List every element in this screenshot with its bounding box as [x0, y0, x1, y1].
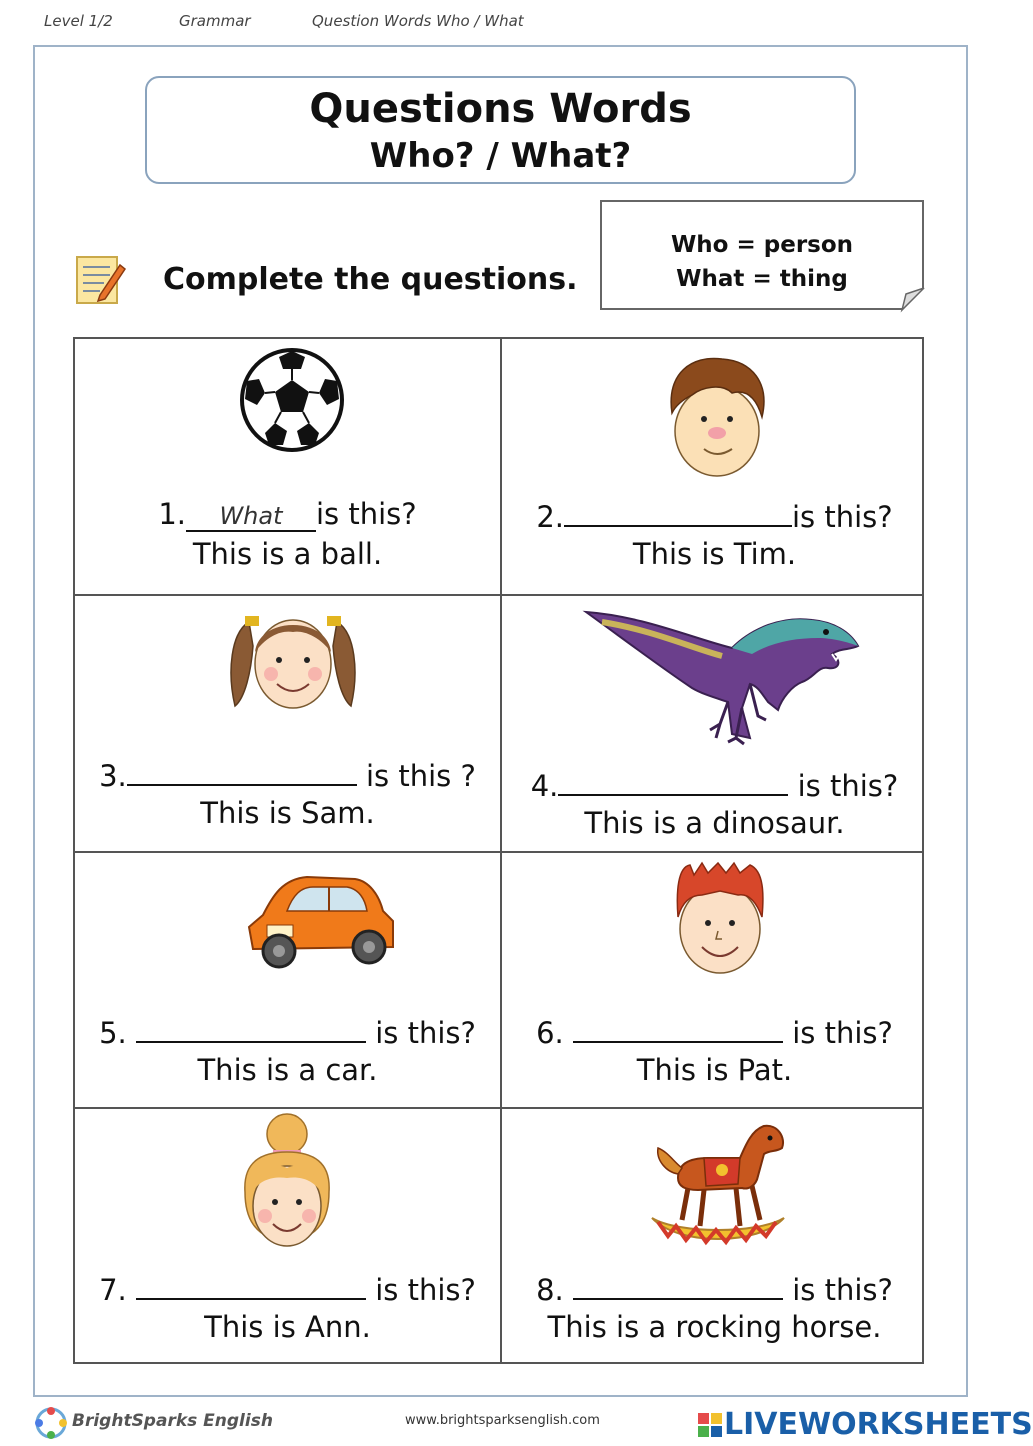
key-note — [600, 200, 924, 310]
answer-input-1[interactable]: What — [186, 502, 316, 532]
statement: This is Ann. — [204, 1310, 371, 1344]
question-line — [75, 1270, 500, 1307]
exercise-item-5 — [75, 853, 500, 1109]
question-line — [502, 766, 927, 803]
question-line — [502, 1270, 927, 1307]
page-title: Questions Words — [309, 86, 692, 132]
notepad-pencil-icon — [74, 253, 128, 307]
exercise-item-4 — [502, 596, 927, 852]
item-number: 6. — [536, 1016, 564, 1050]
question-line — [75, 1013, 500, 1050]
title-box — [145, 76, 856, 184]
question-line — [75, 756, 500, 793]
level-label: Level 1/2 — [44, 12, 113, 30]
exercise-item-3 — [75, 596, 500, 852]
exercise-item-2 — [502, 339, 927, 595]
exercise-item-7 — [75, 1110, 500, 1366]
question-line — [75, 497, 500, 532]
answer-input-2[interactable] — [564, 497, 792, 527]
girl-bun-icon — [237, 1112, 337, 1258]
question-suffix: is this? — [782, 1016, 893, 1050]
question-suffix: is this ? — [356, 759, 476, 793]
question-suffix: is this? — [315, 497, 417, 531]
answer-input-3[interactable] — [127, 756, 357, 786]
statement: This is a dinosaur. — [584, 806, 845, 840]
brightsparks-logo-icon — [34, 1406, 68, 1440]
question-suffix: is this? — [365, 1016, 476, 1050]
answer-input-8[interactable] — [573, 1270, 783, 1300]
answer-input-7[interactable] — [136, 1270, 366, 1300]
dinosaur-icon — [582, 598, 862, 748]
rocking-horse-icon — [648, 1118, 788, 1252]
page-curl-icon — [902, 288, 924, 310]
question-suffix: is this? — [791, 500, 893, 534]
statement: This is a car. — [197, 1053, 378, 1087]
answer-input-5[interactable] — [136, 1013, 366, 1043]
question-suffix: is this? — [365, 1273, 476, 1307]
question-line — [502, 497, 927, 534]
item-number: 5. — [99, 1016, 127, 1050]
exercise-item-8 — [502, 1110, 927, 1366]
item-number: 3. — [99, 759, 127, 793]
instruction-text: Complete the questions. — [163, 262, 578, 297]
girl-pigtails-icon — [223, 602, 363, 718]
question-suffix: is this? — [782, 1273, 893, 1307]
item-number: 4. — [530, 769, 559, 803]
answer-input-6[interactable] — [573, 1013, 783, 1043]
question-suffix: is this? — [788, 769, 899, 803]
item-number: 7. — [99, 1273, 127, 1307]
key-who: Who = person — [670, 232, 854, 258]
subject-label: Grammar — [179, 12, 251, 30]
footer-brand: BrightSparks English — [72, 1411, 273, 1431]
soccer-ball-icon — [235, 347, 349, 453]
item-number: 8. — [536, 1273, 564, 1307]
topic-label: Question Words Who / What — [312, 12, 524, 30]
exercise-grid — [73, 337, 924, 1364]
statement: This is Pat. — [636, 1053, 793, 1087]
toy-car-icon — [243, 865, 399, 975]
boy-redhair-icon — [668, 861, 772, 977]
answer-input-4[interactable] — [558, 766, 788, 796]
item-number: 1. — [158, 497, 186, 531]
question-line — [502, 1013, 927, 1050]
footer-url[interactable]: www.brightsparksenglish.com — [405, 1413, 600, 1428]
item-number: 2. — [536, 500, 564, 534]
exercise-item-1 — [75, 339, 500, 595]
liveworksheets-logo-icon — [697, 1412, 723, 1438]
statement: This is a ball. — [192, 537, 383, 571]
liveworksheets-logo[interactable]: LIVEWORKSHEETS — [724, 1407, 1033, 1442]
statement: This is Sam. — [200, 796, 375, 830]
page-subtitle: Who? / What? — [369, 136, 632, 176]
exercise-item-6 — [502, 853, 927, 1109]
boy-face-icon — [662, 353, 772, 481]
statement: This is Tim. — [632, 537, 797, 571]
key-what: What = thing — [676, 266, 848, 292]
statement: This is a rocking horse. — [547, 1310, 882, 1344]
